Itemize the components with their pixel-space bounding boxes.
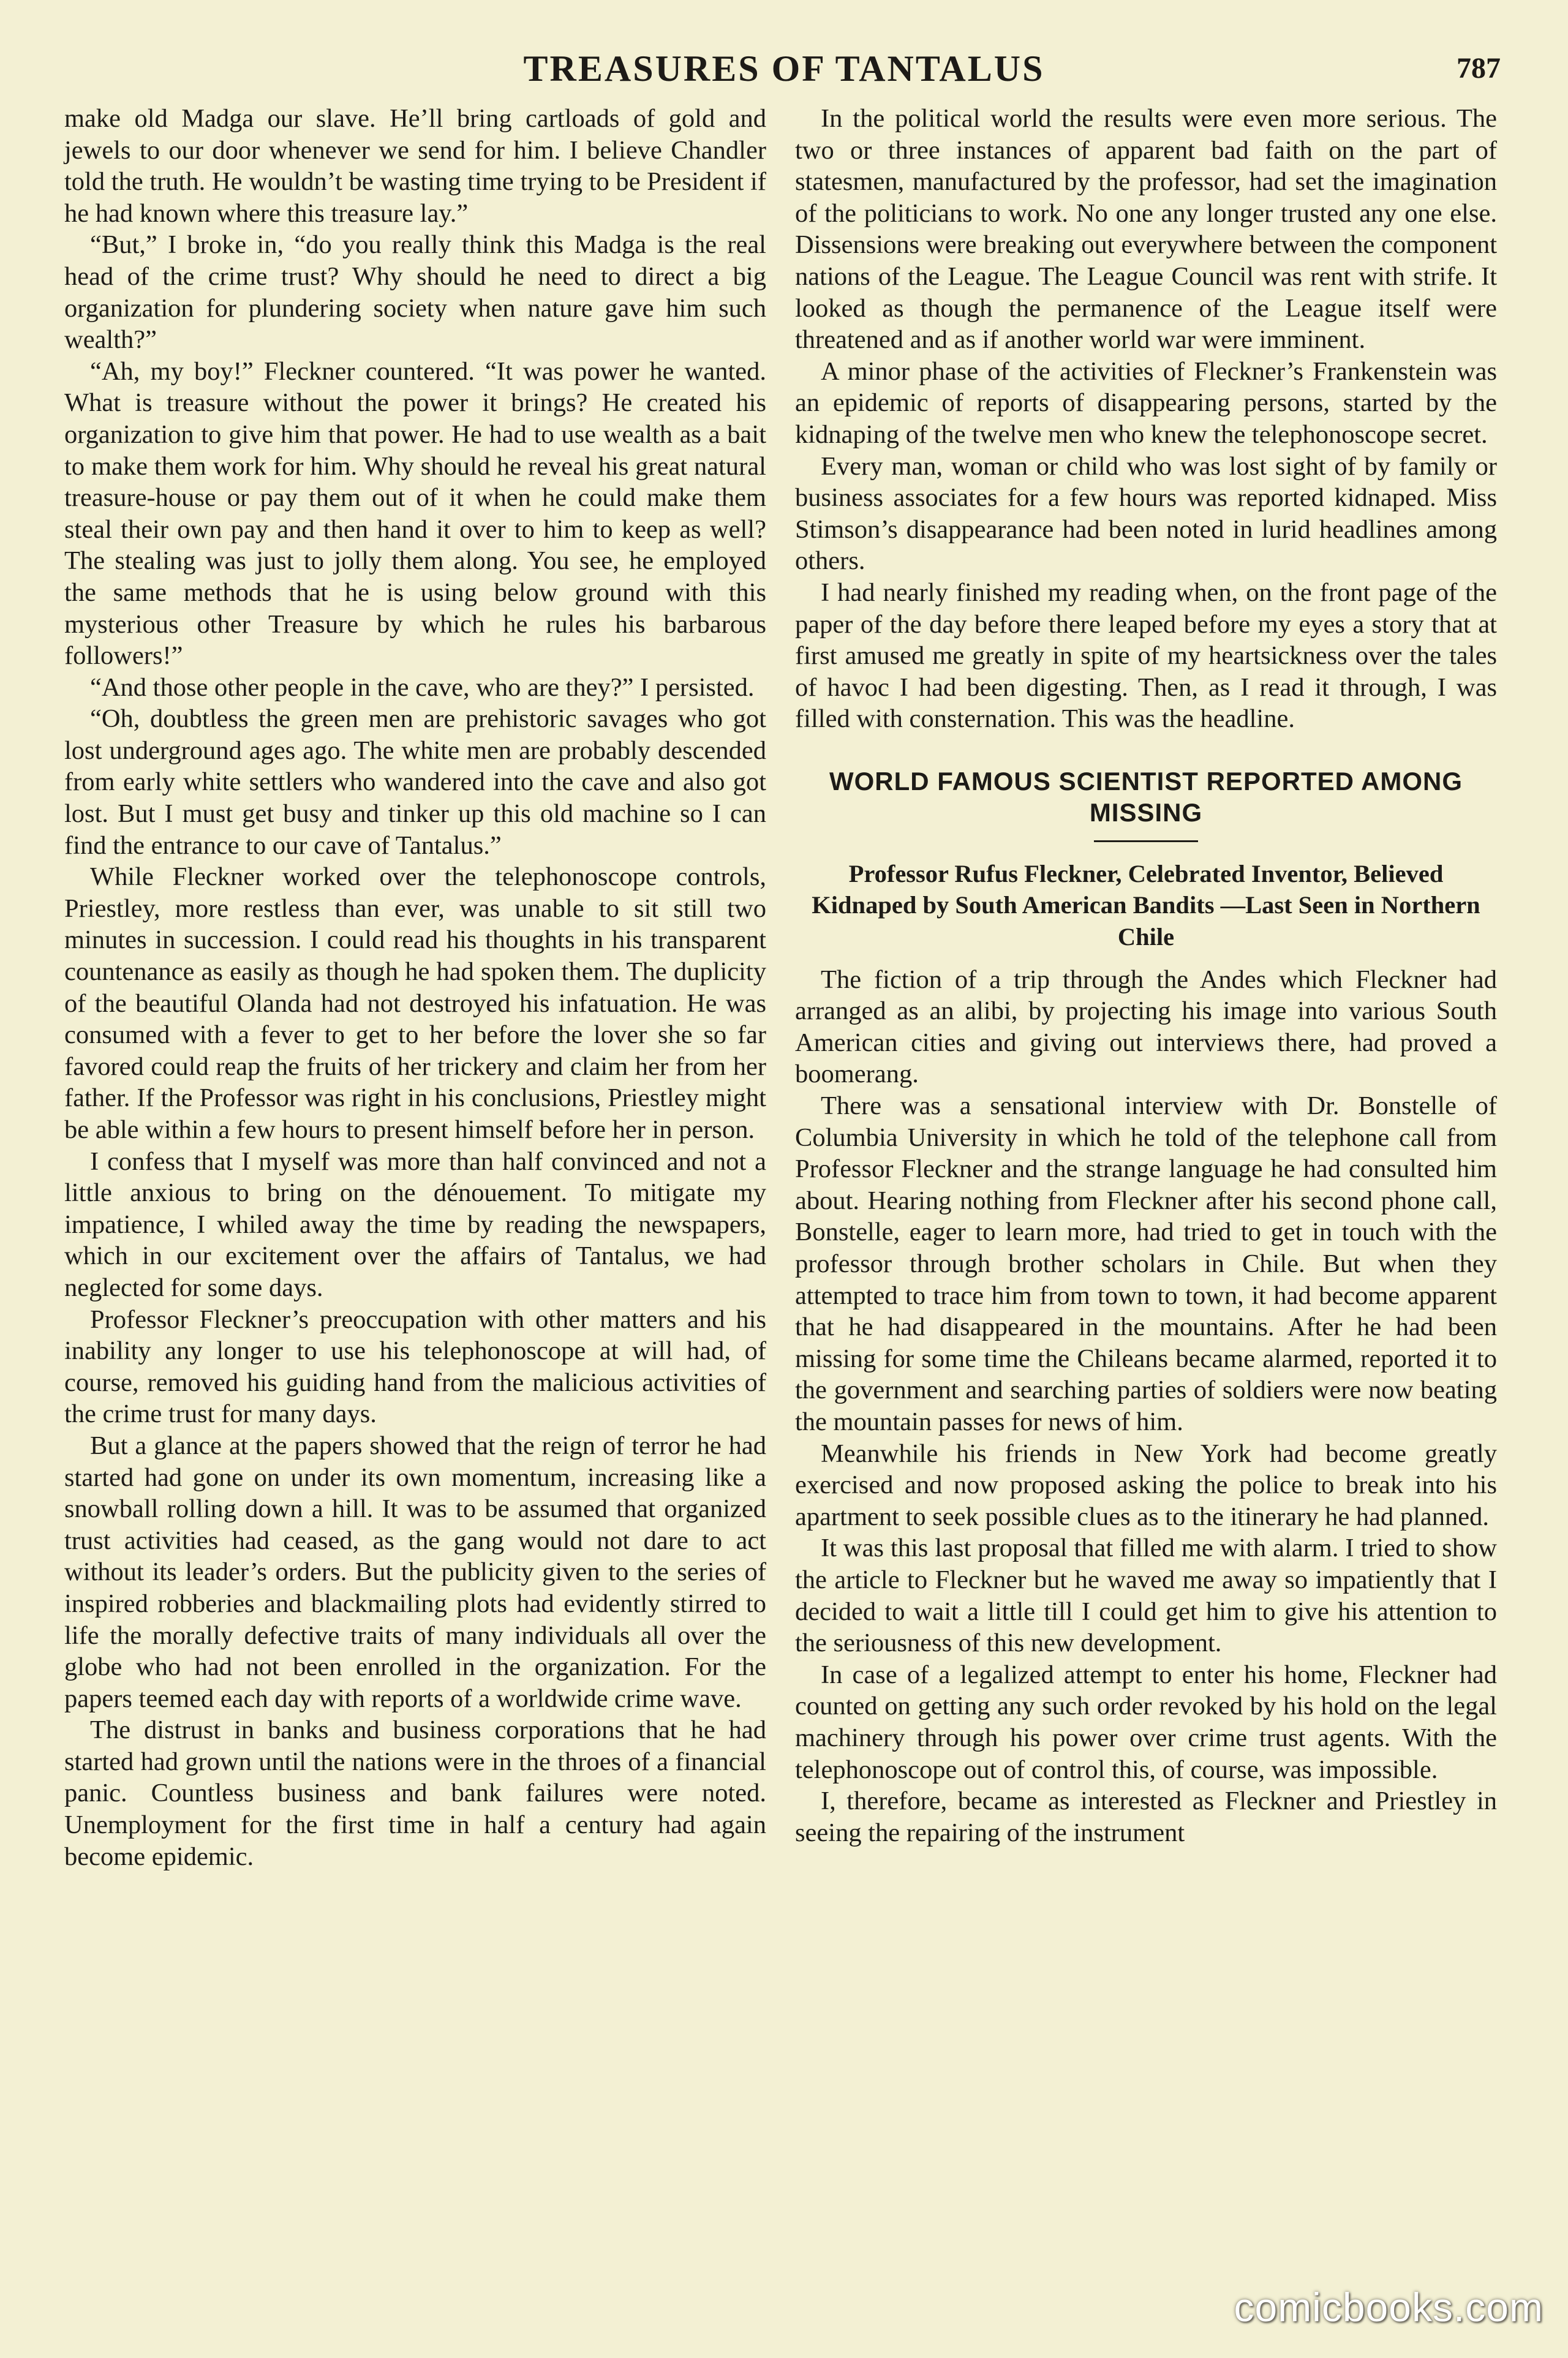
paragraph: I, therefore, became as interested as Fleckner and Priestley in seeing the repairing of the instrument	[795, 1787, 1497, 1847]
paragraph: “But,” I broke in, “do you really think this Madga is the real head of the crime trust? Why should he need to direct a big organization for plundering society when nature gave him such wealth?”	[64, 230, 766, 355]
paragraph: In the political world the results were even more serious. The two or three instances of apparent bad faith on the part of statesmen, manufactured by the professor, had set the imagination of the politicians to work. No one any longer trusted any one else. Dissensions were breaking out everywhere between the component nations of the League. The League Council was rent with strife. It looked as though the permanence of the League itself were threatened and as if another world war were imminent.	[795, 104, 1497, 355]
paragraph: make old Madga our slave. He’ll bring cartloads of gold and jewels to our door whenever we send for him. I believe Chandler told the truth. He wouldn’t be wasting time trying to be President if he had known where this treasure lay.”	[64, 104, 766, 228]
paragraph: “Ah, my boy!” Fleckner countered. “It was power he wanted. What is treasure without the power it brings? He created his organization to give him that power. He had to use wealth as a bait to make them work for him. Why should he reveal his great natural treasure-house or pay them out of it when he could make them steal their own pay and then hand it over to him to keep as well? The stealing was just to jolly them along. You see, he employed the same methods that he is using below ground with this mysterious other Treasure by which he rules his barbarous followers!”	[64, 356, 766, 671]
left-column	[64, 103, 766, 1872]
news-headline: WORLD FAMOUS SCIENTIST REPORTED AMONG MISSING	[829, 766, 1463, 827]
paragraph: In case of a legalized attempt to enter his home, Fleckner had counted on getting any such order revoked by his hold on the legal machinery through his power over crime trust agents. With the telephonoscope out of control this, of course, was impossible.	[795, 1660, 1497, 1784]
running-title: TREASURES OF TANTALUS	[523, 48, 1045, 89]
paragraph: “And those other people in the cave, who are they?” I persisted.	[90, 672, 755, 702]
paragraph: “Oh, doubtless the green men are prehistoric savages who got lost underground ages ago. The white men are probably descended from early white settlers who wandered into the cave and also got lost. But I must get busy and tinker up this old machine so I can find the entrance to our cave of Tantalus.”	[64, 704, 766, 860]
site-watermark: comicbooks.com	[1234, 2285, 1544, 2330]
paragraph: Meanwhile his friends in New York had become greatly exercised and now proposed asking the police to break into his apartment to seek possible clues as to the itinerary he had planned.	[795, 1439, 1497, 1531]
paragraph: There was a sensational interview with Dr. Bonstelle of Columbia University in which he told of the telephone call from Professor Fleckner and the strange language he had consulted him about. Hearing nothing from Fleckner after his second phone call, Bonstelle, eager to learn more, had tried to get in touch with the professor through brother scholars in Chile. But when they attempted to trace him from town to town, it had become apparent that he had disappeared in the mountains. After he had been missing for some time the Chileans became alarmed, reported it to the government and searching parties of soldiers were now beating the mountain passes for news of him.	[795, 1091, 1497, 1436]
page-header	[0, 44, 1568, 93]
paragraph: Every man, woman or child who was lost sight of by family or business associates for a few hours was reported kidnaped. Miss Stimson’s disappearance had been noted in lurid headlines among others.	[795, 451, 1497, 576]
news-subheadline: Professor Rufus Fleckner, Celebrated Inventor, Believed Kidnaped by South American Bandits —Last Seen in Northern Chile	[812, 859, 1480, 951]
paragraph: I confess that I myself was more than half convinced and not a little anxious to bring on the dénouement. To mitigate my impatience, I whiled away the time by reading the newspapers, which in our excitement over the affairs of Tantalus, we had neglected for some days.	[64, 1147, 766, 1302]
paragraph: The fiction of a trip through the Andes which Fleckner had arranged as an alibi, by projecting his image into various South American cities and giving out interviews there, had proved a boomerang.	[795, 965, 1497, 1089]
headline-divider	[1094, 840, 1198, 842]
paragraph: It was this last proposal that filled me with alarm. I tried to show the article to Fleckner but he waved me away so impatiently that I decided to wait a little till I could get him to give his attention to the seriousness of this new development.	[795, 1534, 1497, 1658]
paragraph: I had nearly finished my reading when, on the front page of the paper of the day before there leaped before my eyes a story that at first amused me greatly in spite of my heartsickness over the tales of havoc I had been digesting. Then, as I read it through, I was filled with consternation. This was the headline.	[795, 578, 1497, 734]
paragraph: Professor Fleckner’s preoccupation with other matters and his inability any longer to use his telephonoscope at will had, of course, removed his guiding hand from the malicious activities of the crime trust for many days.	[64, 1305, 766, 1429]
page-number: 787	[1457, 52, 1501, 85]
right-column	[795, 103, 1497, 1848]
paragraph: But a glance at the papers showed that the reign of terror he had started had gone on under its own momentum, increasing like a snowball rolling down a hill. It was to be assumed that organized trust activities had ceased, as the gang would not dare to act without its leader’s orders. But the publicity given to the series of inspired robberies and blackmailing plots had evidently stirred to life the morally defective traits of many individuals all over the globe who had not been enrolled in the organization. For the papers teemed each day with reports of a worldwide crime wave.	[64, 1431, 766, 1713]
paragraph: A minor phase of the activities of Fleckner’s Frankenstein was an epidemic of reports of disappearing persons, started by the kidnaping of the twelve men who knew the telephonoscope secret.	[795, 356, 1497, 449]
paragraph: While Fleckner worked over the telephonoscope controls, Priestley, more restless than ever, was unable to sit still two minutes in succession. I could read his thoughts in his transparent countenance as easily as though he had spoken them. The duplicity of the beautiful Olanda had not destroyed his infatuation. He was consumed with a fever to get to her before the lover she so far favored could reap the fruits of her trickery and claim her from her father. If the Professor was right in his conclusions, Priestley might be able within a few hours to present himself before her in person.	[64, 862, 766, 1144]
paragraph: The distrust in banks and business corporations that he had started had grown until the nations were in the throes of a financial panic. Countless business and bank failures were noted. Unemployment for the first time in half a century had again become epidemic.	[64, 1716, 766, 1871]
